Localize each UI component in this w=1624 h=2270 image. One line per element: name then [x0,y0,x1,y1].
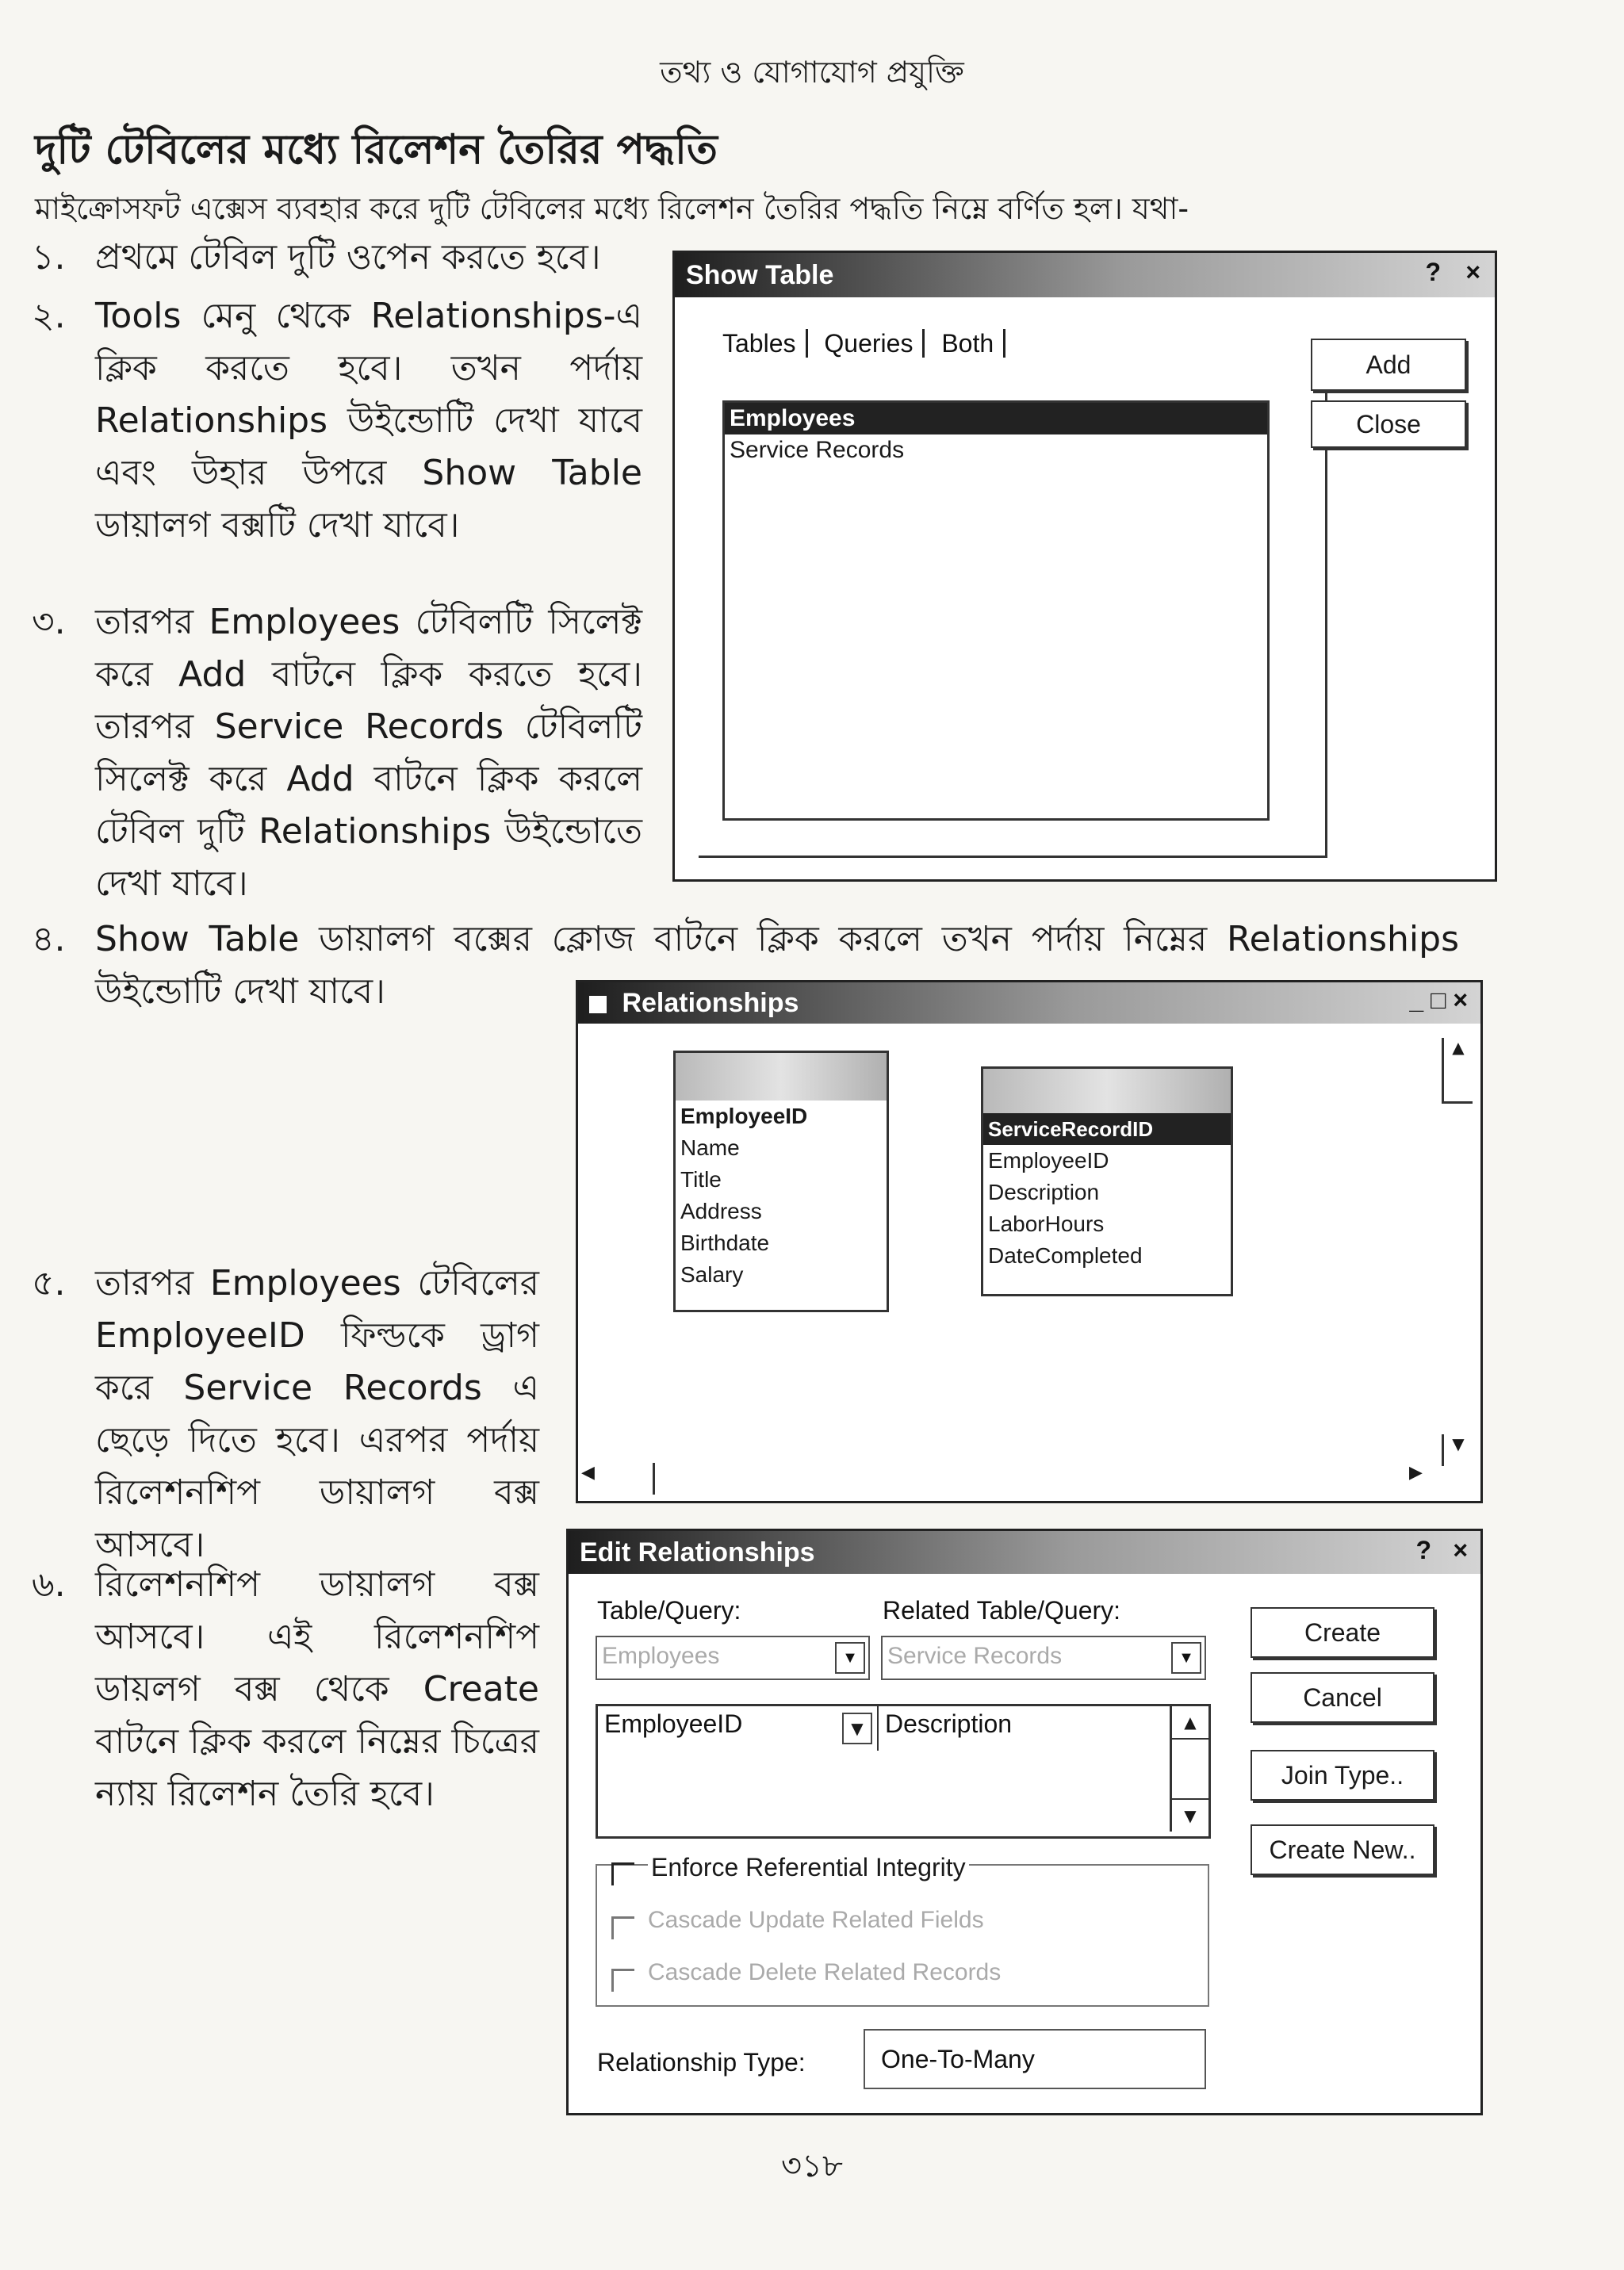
step-5 [32,1257,539,1571]
create-new-button[interactable]: Create New.. [1251,1824,1434,1875]
step-6 [32,1559,539,1820]
scroll-up-icon[interactable]: ▲ [1452,1038,1465,1057]
tab-tables[interactable]: Tables [713,329,808,358]
step-number: ৬. [32,1564,66,1605]
help-button[interactable]: ? [1425,258,1441,286]
section-title: দুটি টেবিলের মধ্যে রিলেশন তৈরির পদ্ধতি [35,126,718,174]
chevron-down-icon[interactable]: ▼ [1171,1642,1201,1674]
field-item[interactable]: Title [680,1167,722,1192]
column-divider [877,1706,879,1751]
field-item[interactable]: DateCompleted [988,1243,1143,1268]
cascade-delete-checkbox[interactable] [611,1969,634,1992]
running-header: তথ্য ও যোগাযোগ প্রযুক্তি [660,55,964,90]
close-button[interactable]: × [1465,258,1480,286]
right-field-cell[interactable]: Description [885,1709,1013,1738]
tab-strip [713,329,1005,358]
step-text: রিলেশনশিপ ডায়ালগ বক্স আসবে। এই রিলেশনশিপ ডায়লগ বক্স থেকে Create বাটনে ক্লিক করলে নিম্নের চিত্রের ন্যায় রিলেশন তৈরি হবে। [95,1564,539,1814]
table-query-select[interactable] [596,1636,870,1680]
step-text: Tools মেনু থেকে Relationships-এ ক্লিক করতে হবে। তখন পর্দায় Relationships উইন্ডোটি দেখা যাবে এবং উহার উপরে Show Table ডায়ালগ বক্সটি দেখা যাবে। [95,296,642,545]
enforce-integrity-label: Enforce Referential Integrity [648,1853,969,1882]
dialog-title: Edit Relationships [580,1537,815,1568]
dialog-title: Show Table [686,260,834,290]
vertical-scrollbar[interactable] [1442,1038,1473,1104]
step-number: ২. [32,296,66,336]
list-item[interactable]: Service Records [730,437,905,463]
step-number: ৩. [32,602,66,642]
relationships-titlebar [578,982,1480,1024]
table-list[interactable] [722,400,1270,821]
help-button[interactable]: ? [1415,1536,1431,1564]
step-1 [32,232,650,284]
horizontal-scrollbar[interactable] [581,1463,655,1495]
step-number: ১. [32,237,66,278]
service-records-field-list[interactable] [981,1066,1233,1296]
field-item[interactable]: Address [680,1199,762,1223]
cancel-button[interactable]: Cancel [1251,1672,1434,1723]
cascade-update-label: Cascade Update Related Fields [648,1907,984,1933]
relationship-type-label: Relationship Type: [597,2048,806,2077]
table-query-value: Employees [602,1643,720,1669]
window-title: Relationships [622,988,799,1018]
close-button[interactable]: × [1453,1536,1468,1564]
add-button[interactable]: Add [1311,339,1466,391]
scroll-up-icon[interactable]: ▲ [1172,1706,1208,1740]
related-table-label: Related Table/Query: [883,1596,1121,1625]
field-mapping-grid[interactable] [596,1704,1211,1839]
chevron-down-icon[interactable]: ▼ [835,1642,865,1674]
scroll-right-icon[interactable]: ▶ [1409,1463,1423,1483]
cascade-delete-label: Cascade Delete Related Records [648,1959,1002,1985]
step-text: প্রথমে টেবিল দুটি ওপেন করতে হবে। [95,237,601,278]
step-2 [32,290,642,552]
show-table-titlebar [675,253,1495,297]
related-table-select[interactable] [881,1636,1206,1680]
list-item[interactable]: Employees [725,403,1267,434]
field-list-header [676,1053,887,1101]
step-text: তারপর Employees টেবিলটি সিলেক্ট করে Add বাটনে ক্লিক করতে হবে। তারপর Service Records টেবিলটি সিলেক্ট করে Add বাটনে ক্লিক করলে টেবিল দুটি Relationships উইন্ডোতে দেখা যাবে। [95,602,642,904]
field-item[interactable]: EmployeeID [680,1104,808,1128]
edit-relationships-dialog [566,1529,1483,2115]
intro-text: মাইক্রোসফট এক্সেস ব্যবহার করে দুটি টেবিলের মধ্যে রিলেশন তৈরির পদ্ধতি নিম্নে বর্ণিত হল। যথা- [35,191,1189,226]
close-dialog-button[interactable]: Close [1311,400,1466,448]
employees-field-list[interactable] [673,1051,889,1312]
enforce-integrity-checkbox[interactable] [611,1862,634,1885]
field-item[interactable]: Birthdate [680,1231,770,1255]
vertical-scrollbar[interactable] [1170,1706,1208,1832]
field-item[interactable]: LaborHours [988,1212,1105,1236]
related-table-value: Service Records [887,1643,1063,1669]
field-item[interactable]: ServiceRecordID [983,1113,1231,1145]
scroll-down-icon[interactable]: ▼ [1172,1798,1208,1832]
step-number: ৫. [32,1263,66,1303]
field-item[interactable]: EmployeeID [988,1148,1109,1173]
page-number: ৩১৮ [781,2148,843,2184]
scroll-left-icon[interactable]: ◀ [581,1463,595,1483]
left-field-cell[interactable]: EmployeeID [604,1709,743,1738]
field-list-header [983,1069,1231,1113]
step-text: Show Table ডায়ালগ বক্সের ক্লোজ বাটনে ক্লিক করলে তখন পর্দায় নিম্নের Relationships উইন্ডোটি দেখা যাবে। [95,919,1459,1012]
relationship-type-value: One-To-Many [864,2029,1206,2089]
create-button[interactable]: Create [1251,1607,1434,1658]
step-text: তারপর Employees টেবিলের EmployeeID ফিল্ডকে ড্রাগ করে Service Records এ ছেড়ে দিতে হবে। এরপর পর্দায় রিলেশনশিপ ডায়ালগ বক্স আসবে। [95,1263,539,1565]
tab-queries[interactable]: Queries [814,329,925,358]
window-icon [589,996,607,1013]
field-item[interactable]: Description [988,1180,1100,1204]
tab-both[interactable]: Both [932,329,1005,358]
join-type-button[interactable]: Join Type.. [1251,1750,1434,1801]
table-query-label: Table/Query: [597,1596,741,1625]
step-number: ৪. [32,919,66,959]
show-table-dialog [672,251,1497,882]
scroll-down-icon[interactable]: ▼ [1442,1434,1473,1466]
relationships-window [576,980,1483,1503]
cascade-update-checkbox[interactable] [611,1916,634,1939]
chevron-down-icon[interactable]: ▼ [842,1713,872,1744]
field-item[interactable]: Name [680,1135,740,1160]
window-controls[interactable]: _ □ × [1409,986,1468,1014]
step-3 [32,596,642,910]
edit-relationships-titlebar [569,1531,1480,1574]
field-item[interactable]: Salary [680,1262,744,1287]
